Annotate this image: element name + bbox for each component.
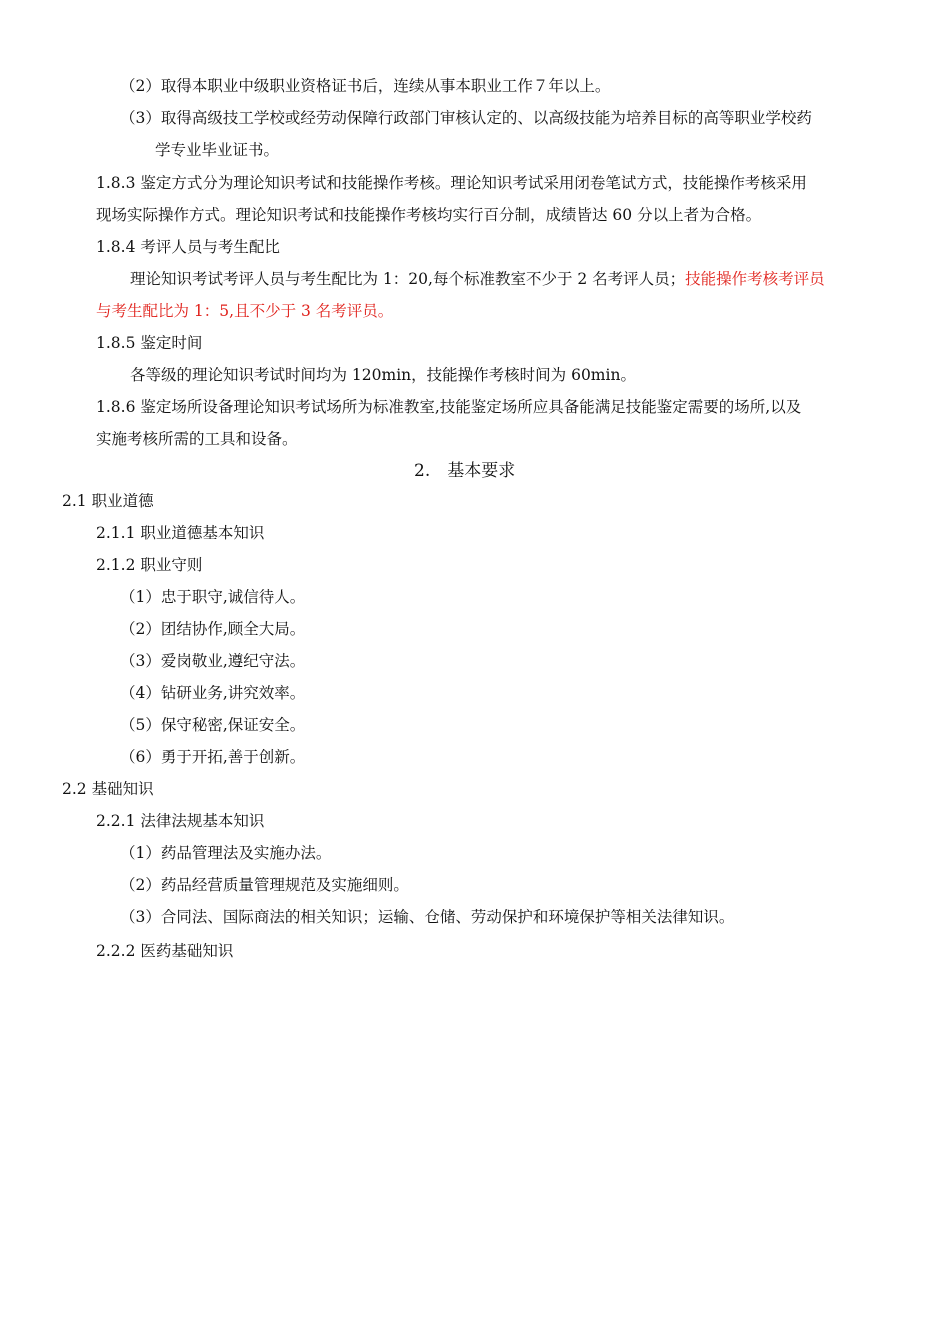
chapter-heading: 2. 基本要求 — [414, 461, 516, 481]
section-heading: 1.8.4 考评人员与考生配比 — [96, 238, 280, 256]
list-item: （2）取得本职业中级职业资格证书后，连续从事本职业工作７年以上。 — [120, 77, 611, 95]
list-item: （3）取得高级技工学校或经劳动保障行政部门审核认定的、以高级技能为培养目标的高等职业学校药 — [120, 109, 812, 127]
list-item: （6）勇于开拓,善于创新。 — [120, 748, 306, 766]
list-item: （3）合同法、国际商法的相关知识；运输、仓储、劳动保护和环境保护等相关法律知识。 — [120, 908, 735, 926]
list-item: （4）钻研业务,讲究效率。 — [120, 684, 306, 702]
paragraph: 各等级的理论知识考试时间均为 120min，技能操作考核时间为 60min。 — [130, 366, 636, 384]
section-heading: 2.1 职业道德 — [62, 492, 154, 510]
highlighted-text: 与考生配比为 1：5,且不少于 3 名考评员。 — [96, 302, 394, 320]
list-item: （1）忠于职守,诚信待人。 — [120, 588, 306, 606]
list-item: （2）团结协作,顾全大局。 — [120, 620, 306, 638]
section-heading: 2.2 基础知识 — [62, 780, 154, 798]
highlighted-text: 技能操作考核考评员 — [685, 270, 825, 288]
list-item: （3）爱岗敬业,遵纪守法。 — [120, 652, 306, 670]
section-heading: 1.8.5 鉴定时间 — [96, 334, 203, 352]
subsection-heading: 2.2.2 医药基础知识 — [96, 942, 234, 960]
subsection-heading: 2.1.1 职业道德基本知识 — [96, 524, 265, 542]
list-item: （1）药品管理法及实施办法。 — [120, 844, 332, 862]
paragraph-continuation: 现场实际操作方式。理论知识考试和技能操作考核均实行百分制，成绩皆达 60 分以上者为合格。 — [96, 206, 762, 224]
paragraph-text: 理论知识考试考评人员与考生配比为 1：20,每个标准教室不少于 2 名考评人员； — [130, 270, 686, 288]
paragraph-continuation: 实施考核所需的工具和设备。 — [96, 430, 298, 448]
list-item: （5）保守秘密,保证安全。 — [120, 716, 306, 734]
list-item: （2）药品经营质量管理规范及实施细则。 — [120, 876, 409, 894]
paragraph: 1.8.3 鉴定方式分为理论知识考试和技能操作考核。理论知识考试采用闭卷笔试方式，技能操作考核采用 — [96, 174, 807, 192]
paragraph: 1.8.6 鉴定场所设备理论知识考试场所为标准教室,技能鉴定场所应具备能满足技能鉴定需要的场所,以及 — [96, 398, 802, 416]
paragraph-continuation: 学专业毕业证书。 — [155, 141, 280, 159]
subsection-heading: 2.2.1 法律法规基本知识 — [96, 812, 265, 830]
paragraph — [130, 268, 825, 290]
subsection-heading: 2.1.2 职业守则 — [96, 556, 203, 574]
